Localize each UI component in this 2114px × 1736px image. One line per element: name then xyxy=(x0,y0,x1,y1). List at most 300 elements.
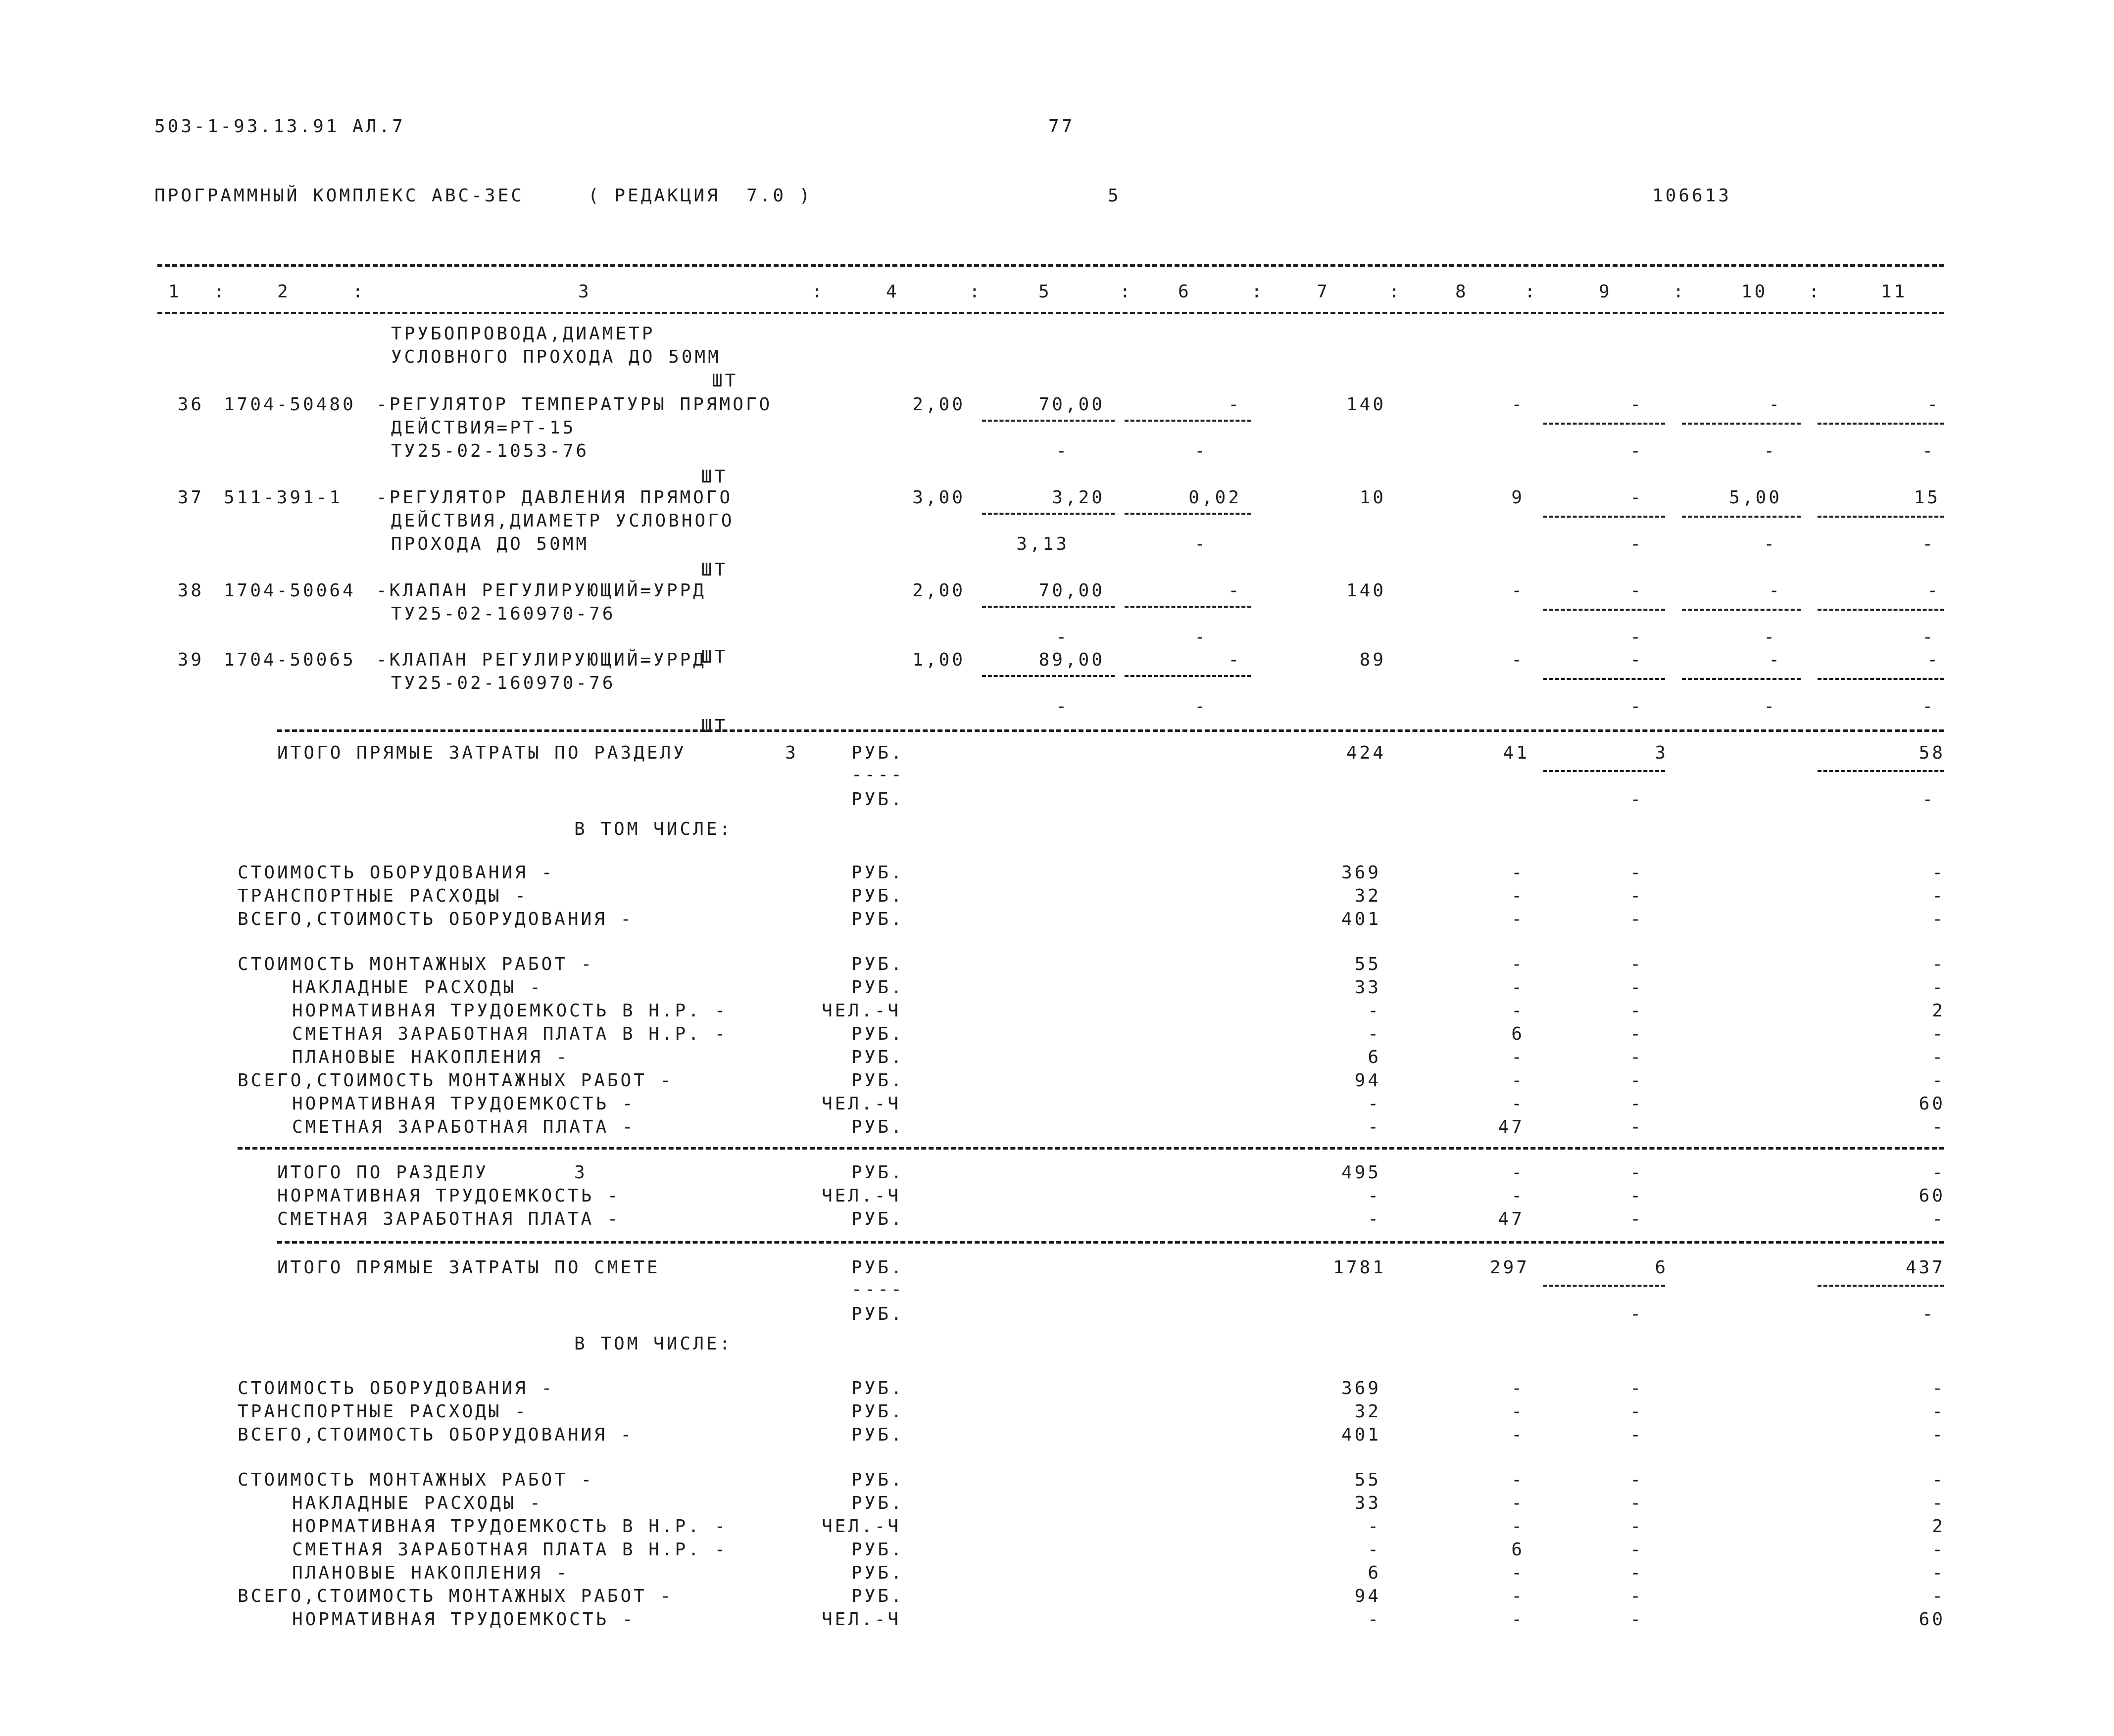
item-cell: - xyxy=(1927,580,1940,601)
breakdown-unit: РУБ. xyxy=(851,1493,904,1513)
breakdown-label: ТРАНСПОРТНЫЕ РАСХОДЫ - xyxy=(238,886,528,906)
cell-rule xyxy=(1682,516,1801,518)
breakdown-value: - xyxy=(1630,1563,1643,1583)
breakdown-value: 55 xyxy=(1354,954,1381,974)
breakdown-label: НОРМАТИВНАЯ ТРУДОЕМКОСТЬ - xyxy=(292,1609,636,1630)
total-value: - xyxy=(1630,789,1643,810)
section-number: 5 xyxy=(1108,186,1121,206)
item-unit-price: 3,20 xyxy=(1052,487,1105,508)
column-header-7: 7 xyxy=(1317,282,1330,302)
breakdown-value: - xyxy=(1511,863,1524,883)
cell-rule xyxy=(1818,770,1944,772)
cell-rule xyxy=(1125,513,1251,515)
item-cell: - xyxy=(1630,696,1643,717)
total-unit: РУБ. xyxy=(851,743,904,763)
breakdown-value: - xyxy=(1630,1024,1643,1044)
breakdown-value: - xyxy=(1511,886,1524,906)
breakdown-value: - xyxy=(1932,1493,1945,1513)
column-separator: : xyxy=(812,282,825,302)
summary-unit: РУБ. xyxy=(851,1209,904,1229)
breakdown-value: - xyxy=(1511,1516,1524,1537)
item-quantity: 2,00 xyxy=(912,580,965,601)
column-header-6: 6 xyxy=(1178,282,1191,302)
item-cell: - xyxy=(1922,441,1935,461)
column-separator: : xyxy=(352,282,366,302)
item-total: 89 xyxy=(1359,650,1386,670)
breakdown-label: ВСЕГО,СТОИМОСТЬ МОНТАЖНЫХ РАБОТ - xyxy=(238,1070,674,1091)
breakdown-value: - xyxy=(1368,1540,1381,1560)
estimate-total-rule xyxy=(277,1241,1944,1244)
cell-rule xyxy=(982,420,1115,422)
breakdown-value: - xyxy=(1630,1540,1643,1560)
total-value: - xyxy=(1922,789,1935,810)
breakdown-unit: РУБ. xyxy=(851,1117,904,1137)
item-cell: - xyxy=(1228,394,1241,415)
breakdown-value: - xyxy=(1932,863,1945,883)
item-cell: - xyxy=(1630,487,1643,508)
item-cell: - xyxy=(1769,394,1782,415)
breakdown-value: - xyxy=(1511,1425,1524,1445)
section-total-rule xyxy=(277,729,1944,732)
breakdown-unit: РУБ. xyxy=(851,886,904,906)
item-cell: - xyxy=(1630,441,1643,461)
cell-rule xyxy=(1818,516,1944,518)
breakdown-label: ТРАНСПОРТНЫЕ РАСХОДЫ - xyxy=(238,1401,528,1422)
breakdown-unit: РУБ. xyxy=(851,1401,904,1422)
breakdown-label: ВСЕГО,СТОИМОСТЬ ОБОРУДОВАНИЯ - xyxy=(238,1425,634,1445)
breakdown-value: 6 xyxy=(1368,1563,1381,1583)
total-unit-rule: ---- xyxy=(851,1279,904,1300)
breakdown-value: - xyxy=(1511,1470,1524,1490)
breakdown-value: 60 xyxy=(1918,1609,1945,1630)
summary-value: - xyxy=(1368,1186,1381,1206)
breakdown-value: 47 xyxy=(1498,1117,1524,1137)
breakdown-unit: РУБ. xyxy=(851,909,904,929)
breakdown-value: 55 xyxy=(1354,1470,1381,1490)
breakdown-label: ПЛАНОВЫЕ НАКОПЛЕНИЯ - xyxy=(292,1047,570,1067)
breakdown-value: - xyxy=(1932,1047,1945,1067)
breakdown-value: 401 xyxy=(1341,1425,1381,1445)
summary-label: СМЕТНАЯ ЗАРАБОТНАЯ ПЛАТА - xyxy=(277,1209,621,1229)
column-separator: : xyxy=(1524,282,1538,302)
cell-rule xyxy=(1125,675,1251,677)
breakdown-value: - xyxy=(1511,1563,1524,1583)
breakdown-label: НОРМАТИВНАЯ ТРУДОЕМКОСТЬ В Н.Р. - xyxy=(292,1516,728,1537)
column-header-5: 5 xyxy=(1038,282,1052,302)
total-value: - xyxy=(1630,1304,1643,1324)
breakdown-value: - xyxy=(1368,1117,1381,1137)
cell-rule xyxy=(982,606,1115,608)
item-name: ТУ25-02-160970-76 xyxy=(391,673,616,693)
breakdown-value: 369 xyxy=(1341,1378,1381,1398)
cell-rule xyxy=(1543,1285,1665,1287)
breakdown-value: 32 xyxy=(1354,1401,1381,1422)
item-total: 140 xyxy=(1346,580,1386,601)
column-separator: : xyxy=(1809,282,1822,302)
cell-rule xyxy=(1543,516,1665,518)
breakdown-value: - xyxy=(1932,1117,1945,1137)
breakdown-value: - xyxy=(1932,1070,1945,1091)
item-cell: - xyxy=(1764,441,1777,461)
breakdown-unit: РУБ. xyxy=(851,1425,904,1445)
breakdown-value: - xyxy=(1932,1024,1945,1044)
breakdown-value: - xyxy=(1630,1378,1643,1398)
breakdown-value: - xyxy=(1932,954,1945,974)
item-cell: - xyxy=(1194,534,1208,554)
summary-value: - xyxy=(1630,1162,1643,1183)
breakdown-label: СМЕТНАЯ ЗАРАБОТНАЯ ПЛАТА В Н.Р. - xyxy=(292,1540,728,1560)
breakdown-value: - xyxy=(1630,909,1643,929)
breakdown-value: - xyxy=(1368,1094,1381,1114)
breakdown-value: 94 xyxy=(1354,1586,1381,1606)
item-unit: ШТ xyxy=(701,560,728,580)
item-cell: - xyxy=(1630,580,1643,601)
breakdown-value: 401 xyxy=(1341,909,1381,929)
item-code: 1704-50480 xyxy=(224,394,356,415)
item-cell: - xyxy=(1922,534,1935,554)
continued-item-text: УСЛОВНОГО ПРОХОДА ДО 50ММ xyxy=(391,347,721,367)
cell-rule xyxy=(1682,423,1801,425)
item-name: -РЕГУЛЯТОР ТЕМПЕРАТУРЫ ПРЯМОГО xyxy=(376,394,773,415)
breakdown-unit: РУБ. xyxy=(851,1470,904,1490)
cell-rule xyxy=(1543,678,1665,680)
breakdown-unit: РУБ. xyxy=(851,954,904,974)
breakdown-value: - xyxy=(1630,1609,1643,1630)
item-unit-price: 70,00 xyxy=(1038,580,1105,601)
column-separator: : xyxy=(1251,282,1265,302)
table-top-rule xyxy=(157,264,1944,267)
item-number: 37 xyxy=(177,487,204,508)
breakdown-label: ВСЕГО,СТОИМОСТЬ МОНТАЖНЫХ РАБОТ - xyxy=(238,1586,674,1606)
item-unit: ШТ xyxy=(701,716,728,736)
item-number: 39 xyxy=(177,650,204,670)
item-cell: - xyxy=(1927,650,1940,670)
breakdown-value: - xyxy=(1932,977,1945,998)
breakdown-value: - xyxy=(1630,863,1643,883)
breakdown-label: СТОИМОСТЬ ОБОРУДОВАНИЯ - xyxy=(238,863,555,883)
breakdown-value: - xyxy=(1511,1001,1524,1021)
total-unit: РУБ. xyxy=(851,1257,904,1278)
cell-rule xyxy=(1818,423,1944,425)
breakdown-label: ПЛАНОВЫЕ НАКОПЛЕНИЯ - xyxy=(292,1563,570,1583)
cell-rule xyxy=(982,513,1115,515)
breakdown-value: 6 xyxy=(1511,1024,1524,1044)
breakdown-unit: ЧЕЛ.-Ч xyxy=(822,1001,901,1021)
item-cell: - xyxy=(1922,627,1935,647)
breakdown-label: СМЕТНАЯ ЗАРАБОТНАЯ ПЛАТА - xyxy=(292,1117,636,1137)
breakdown-value: - xyxy=(1630,954,1643,974)
summary-value: - xyxy=(1368,1209,1381,1229)
column-header-1: 1 xyxy=(168,282,182,302)
breakdown-value: - xyxy=(1932,1540,1945,1560)
breakdown-label: НАКЛАДНЫЕ РАСХОДЫ - xyxy=(292,1493,543,1513)
item-unit-price: 89,00 xyxy=(1038,650,1105,670)
breakdown-label: ВСЕГО,СТОИМОСТЬ ОБОРУДОВАНИЯ - xyxy=(238,909,634,929)
item-code: 511-391-1 xyxy=(224,487,343,508)
breakdown-value: 369 xyxy=(1341,863,1381,883)
total-value: 297 xyxy=(1489,1257,1529,1278)
item-number: 38 xyxy=(177,580,204,601)
item-quantity: 2,00 xyxy=(912,394,965,415)
total-unit-rule: ---- xyxy=(851,765,904,785)
total-label: ИТОГО ПРЯМЫЕ ЗАТРАТЫ ПО РАЗДЕЛУ xyxy=(277,743,687,763)
column-separator: : xyxy=(214,282,227,302)
total-value: 1781 xyxy=(1333,1257,1386,1278)
breakdown-value: - xyxy=(1511,1094,1524,1114)
column-separator: : xyxy=(1120,282,1133,302)
breakdown-unit: РУБ. xyxy=(851,1540,904,1560)
breakdown-value: - xyxy=(1511,1493,1524,1513)
item-name: -КЛАПАН РЕГУЛИРУЮЩИЙ=УРРД xyxy=(376,580,706,601)
breakdown-unit: ЧЕЛ.-Ч xyxy=(822,1516,901,1537)
item-cell: - xyxy=(1630,650,1643,670)
total-value: 424 xyxy=(1346,743,1386,763)
breakdown-value: - xyxy=(1368,1516,1381,1537)
breakdown-value: - xyxy=(1630,1425,1643,1445)
breakdown-value: 32 xyxy=(1354,886,1381,906)
breakdown-value: - xyxy=(1511,1070,1524,1091)
breakdown-value: - xyxy=(1368,1024,1381,1044)
breakdown-unit: РУБ. xyxy=(851,1024,904,1044)
breakdown-label: СТОИМОСТЬ МОНТАЖНЫХ РАБОТ - xyxy=(238,954,594,974)
column-separator: : xyxy=(1389,282,1402,302)
item-cell: - xyxy=(1769,580,1782,601)
item-cell: - xyxy=(1764,534,1777,554)
breakdown-value: - xyxy=(1511,1609,1524,1630)
item-cell: - xyxy=(1630,534,1643,554)
breakdown-unit: РУБ. xyxy=(851,1047,904,1067)
item-cell: - xyxy=(1630,627,1643,647)
total-value: 6 xyxy=(1655,1257,1668,1278)
breakdown-unit: ЧЕЛ.-Ч xyxy=(822,1609,901,1630)
program-name: ПРОГРАММНЫЙ КОМПЛЕКС АВС-3ЕС xyxy=(154,186,524,206)
summary-value: 47 xyxy=(1498,1209,1524,1229)
breakdown-value: - xyxy=(1630,886,1643,906)
breakdown-value: - xyxy=(1630,1493,1643,1513)
breakdown-value: - xyxy=(1630,1401,1643,1422)
item-cell: - xyxy=(1194,627,1208,647)
item-name: -РЕГУЛЯТОР ДАВЛЕНИЯ ПРЯМОГО xyxy=(376,487,733,508)
breakdown-label: СТОИМОСТЬ МОНТАЖНЫХ РАБОТ - xyxy=(238,1470,594,1490)
breakdown-label: НАКЛАДНЫЕ РАСХОДЫ - xyxy=(292,977,543,998)
cell-rule xyxy=(1818,609,1944,611)
breakdown-value: 2 xyxy=(1932,1001,1945,1021)
column-header-3: 3 xyxy=(578,282,591,302)
item-cell: - xyxy=(1630,394,1643,415)
breakdown-value: - xyxy=(1511,1586,1524,1606)
column-header-4: 4 xyxy=(886,282,899,302)
page-number: 77 xyxy=(1048,116,1075,137)
item-cell: - xyxy=(1511,580,1524,601)
item-name: -КЛАПАН РЕГУЛИРУЮЩИЙ=УРРД xyxy=(376,650,706,670)
breakdown-value: 60 xyxy=(1918,1094,1945,1114)
total-label: ИТОГО ПРЯМЫЕ ЗАТРАТЫ ПО СМЕТЕ xyxy=(277,1257,660,1278)
cell-rule xyxy=(1818,1285,1944,1287)
total-value: 3 xyxy=(1655,743,1668,763)
document-code: 503-1-93.13.91 АЛ.7 xyxy=(154,116,405,137)
item-unit: ШТ xyxy=(701,647,728,667)
breakdown-value: - xyxy=(1932,1563,1945,1583)
summary-value: - xyxy=(1511,1162,1524,1183)
breakdown-value: - xyxy=(1630,1001,1643,1021)
breakdown-value: 94 xyxy=(1354,1070,1381,1091)
breakdown-unit: РУБ. xyxy=(851,1378,904,1398)
item-cell: - xyxy=(1511,650,1524,670)
item-name: ТУ25-02-160970-76 xyxy=(391,604,616,624)
section-summary-rule xyxy=(238,1147,1944,1150)
breakdown-value: - xyxy=(1630,977,1643,998)
breakdown-value: - xyxy=(1932,1470,1945,1490)
item-cell: - xyxy=(1228,650,1241,670)
breakdown-unit: РУБ. xyxy=(851,1563,904,1583)
breakdown-value: - xyxy=(1630,1470,1643,1490)
breakdown-value: - xyxy=(1630,1070,1643,1091)
breakdown-value: - xyxy=(1630,1047,1643,1067)
cell-rule xyxy=(1543,609,1665,611)
column-separator: : xyxy=(1673,282,1686,302)
item-total: 10 xyxy=(1359,487,1386,508)
breakdown-value: - xyxy=(1932,909,1945,929)
breakdown-value: - xyxy=(1630,1516,1643,1537)
item-cell: - xyxy=(1927,394,1940,415)
column-header-8: 8 xyxy=(1455,282,1469,302)
total-value: 437 xyxy=(1905,1257,1945,1278)
cell-rule xyxy=(1125,606,1251,608)
cell-rule xyxy=(1543,423,1665,425)
item-code: 1704-50064 xyxy=(224,580,356,601)
item-unit-price-2: - xyxy=(1056,696,1069,717)
program-edition: ( РЕДАКЦИЯ 7.0 ) xyxy=(588,186,813,206)
item-name: ДЕЙСТВИЯ=РТ-15 xyxy=(391,418,576,438)
breakdown-value: - xyxy=(1630,1117,1643,1137)
breakdown-label: СМЕТНАЯ ЗАРАБОТНАЯ ПЛАТА В Н.Р. - xyxy=(292,1024,728,1044)
summary-unit: ЧЕЛ.-Ч xyxy=(822,1186,901,1206)
breakdown-value: - xyxy=(1932,1425,1945,1445)
document-id: 106613 xyxy=(1652,186,1732,206)
summary-value: - xyxy=(1511,1186,1524,1206)
breakdown-unit: РУБ. xyxy=(851,1070,904,1091)
breakdown-value: - xyxy=(1932,1586,1945,1606)
breakdown-label: НОРМАТИВНАЯ ТРУДОЕМКОСТЬ - xyxy=(292,1094,636,1114)
summary-value: - xyxy=(1630,1186,1643,1206)
breakdown-unit: РУБ. xyxy=(851,863,904,883)
continued-item-unit: ШТ xyxy=(712,371,738,391)
breakdown-value: 33 xyxy=(1354,1493,1381,1513)
including-heading: В ТОМ ЧИСЛЕ: xyxy=(574,1334,733,1354)
total-value: 41 xyxy=(1503,743,1529,763)
cell-rule xyxy=(1543,770,1665,772)
item-quantity: 3,00 xyxy=(912,487,965,508)
item-total: 140 xyxy=(1346,394,1386,415)
item-name: ПРОХОДА ДО 50ММ xyxy=(391,534,590,554)
breakdown-label: НОРМАТИВНАЯ ТРУДОЕМКОСТЬ В Н.Р. - xyxy=(292,1001,728,1021)
summary-value: - xyxy=(1630,1209,1643,1229)
item-cell: - xyxy=(1228,580,1241,601)
breakdown-value: - xyxy=(1511,1047,1524,1067)
breakdown-value: - xyxy=(1630,1094,1643,1114)
cell-rule xyxy=(982,675,1115,677)
summary-label: НОРМАТИВНАЯ ТРУДОЕМКОСТЬ - xyxy=(277,1186,621,1206)
total-unit: РУБ. xyxy=(851,1304,904,1324)
item-cell: - xyxy=(1194,696,1208,717)
column-header-11: 11 xyxy=(1881,282,1908,302)
summary-value: 495 xyxy=(1341,1162,1381,1183)
total-unit: РУБ. xyxy=(851,789,904,810)
including-heading: В ТОМ ЧИСЛЕ: xyxy=(574,819,733,839)
column-header-2: 2 xyxy=(277,282,291,302)
breakdown-value: 6 xyxy=(1368,1047,1381,1067)
breakdown-value: - xyxy=(1368,1609,1381,1630)
breakdown-label: СТОИМОСТЬ ОБОРУДОВАНИЯ - xyxy=(238,1378,555,1398)
item-unit-price: 70,00 xyxy=(1038,394,1105,415)
summary-value: 60 xyxy=(1918,1186,1945,1206)
item-quantity: 1,00 xyxy=(912,650,965,670)
cell-rule xyxy=(1818,678,1944,680)
item-cell: - xyxy=(1764,627,1777,647)
breakdown-value: 2 xyxy=(1932,1516,1945,1537)
breakdown-value: - xyxy=(1368,1001,1381,1021)
cell-rule xyxy=(1682,678,1801,680)
item-cell: 9 xyxy=(1511,487,1524,508)
item-cell: - xyxy=(1764,696,1777,717)
summary-value: - xyxy=(1932,1209,1945,1229)
total-section-number: 3 xyxy=(785,743,798,763)
summary-value: - xyxy=(1932,1162,1945,1183)
column-separator: : xyxy=(969,282,983,302)
item-cell: - xyxy=(1769,650,1782,670)
breakdown-value: - xyxy=(1511,1378,1524,1398)
item-unit-price-2: - xyxy=(1056,627,1069,647)
total-value: 58 xyxy=(1918,743,1945,763)
summary-unit: РУБ. xyxy=(851,1162,904,1183)
breakdown-value: - xyxy=(1932,886,1945,906)
breakdown-value: - xyxy=(1511,909,1524,929)
item-name: ДЕЙСТВИЯ,ДИАМЕТР УСЛОВНОГО xyxy=(391,511,735,531)
breakdown-value: - xyxy=(1932,1378,1945,1398)
breakdown-unit: РУБ. xyxy=(851,977,904,998)
breakdown-value: - xyxy=(1511,1401,1524,1422)
breakdown-value: 33 xyxy=(1354,977,1381,998)
cell-rule xyxy=(1682,609,1801,611)
breakdown-unit: РУБ. xyxy=(851,1586,904,1606)
breakdown-value: - xyxy=(1511,954,1524,974)
total-value: - xyxy=(1922,1304,1935,1324)
column-header-rule xyxy=(157,312,1944,314)
column-header-10: 10 xyxy=(1741,282,1768,302)
item-cell: 5,00 xyxy=(1729,487,1782,508)
breakdown-value: 6 xyxy=(1511,1540,1524,1560)
item-number: 36 xyxy=(177,394,204,415)
breakdown-value: - xyxy=(1932,1401,1945,1422)
summary-section-number: 3 xyxy=(574,1162,588,1183)
item-cell: 15 xyxy=(1914,487,1940,508)
cell-rule xyxy=(1125,420,1251,422)
breakdown-value: - xyxy=(1630,1586,1643,1606)
continued-item-text: ТРУБОПРОВОДА,ДИАМЕТР xyxy=(391,324,655,344)
item-unit-price-2: - xyxy=(1056,441,1069,461)
item-unit: ШТ xyxy=(701,467,728,487)
item-cell: - xyxy=(1194,441,1208,461)
column-header-9: 9 xyxy=(1599,282,1612,302)
breakdown-unit: ЧЕЛ.-Ч xyxy=(822,1094,901,1114)
breakdown-value: - xyxy=(1511,977,1524,998)
item-cell: 0,02 xyxy=(1188,487,1241,508)
item-cell: - xyxy=(1922,696,1935,717)
item-code: 1704-50065 xyxy=(224,650,356,670)
item-cell: - xyxy=(1511,394,1524,415)
item-unit-price-2: 3,13 xyxy=(1016,534,1069,554)
item-name: ТУ25-02-1053-76 xyxy=(391,441,590,461)
